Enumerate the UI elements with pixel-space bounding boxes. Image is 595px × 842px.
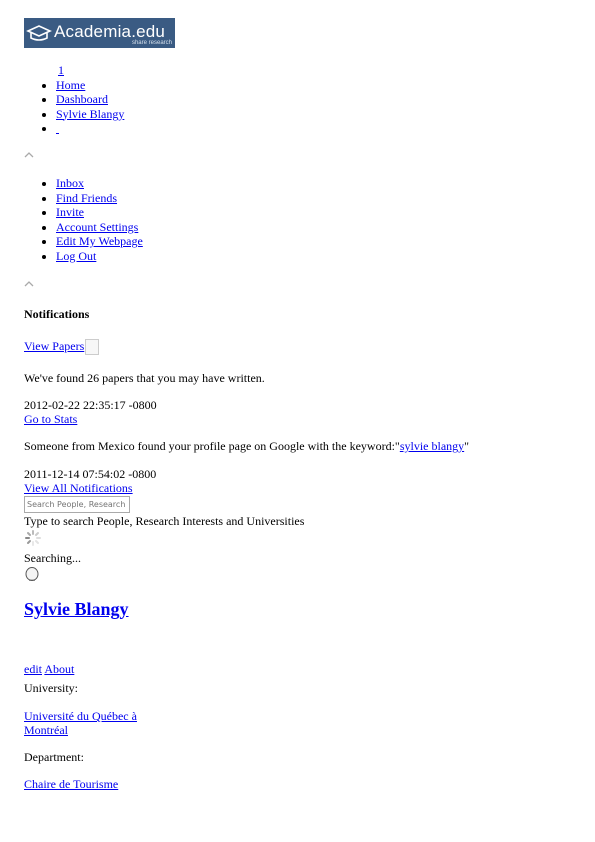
menu-item-edit-webpage xyxy=(56,234,595,249)
inbox-link[interactable]: Inbox xyxy=(56,176,84,190)
menu-item-invite xyxy=(56,205,595,220)
google-notification-text: Someone from Mexico found your profile page on Google with the keyword:" xyxy=(24,439,400,453)
nav-item-profile xyxy=(56,107,595,122)
nav-home-link[interactable]: Home xyxy=(56,77,86,92)
nav-item-dashboard xyxy=(56,92,595,107)
profile-name-link[interactable]: Sylvie Blangy xyxy=(24,599,129,619)
logout-link[interactable]: Log Out xyxy=(56,248,97,263)
nav-empty-link[interactable] xyxy=(56,121,59,135)
loading-spinner-icon xyxy=(24,529,42,551)
menu-item-inbox xyxy=(56,176,595,191)
keyword-link[interactable]: sylvie blangy xyxy=(399,439,465,453)
university-label: University: xyxy=(24,681,78,695)
account-menu xyxy=(0,176,595,263)
notifications-heading: Notifications xyxy=(24,307,90,321)
menu-item-find-friends xyxy=(56,191,595,206)
notification-count-badge[interactable]: 1 xyxy=(58,63,64,77)
edit-webpage-link[interactable]: Edit My Webpage xyxy=(56,234,143,248)
notification-timestamp: 2012-02-22 22:35:17 -0800 xyxy=(24,398,157,412)
university-link-line2[interactable]: Montréal xyxy=(24,723,68,737)
account-settings-link[interactable]: Account Settings xyxy=(56,219,139,234)
about-link[interactable]: About xyxy=(44,662,75,676)
caret-up-icon xyxy=(24,279,34,290)
paper-thumbnail-icon xyxy=(85,339,99,355)
logo-text: Academia.edu xyxy=(54,21,166,41)
go-to-stats-link[interactable]: Go to Stats xyxy=(24,412,78,426)
nav-profile-link[interactable]: Sylvie Blangy xyxy=(56,106,125,121)
nav-item-home xyxy=(56,78,595,93)
menu-item-account-settings xyxy=(56,220,595,235)
nav-item-empty xyxy=(56,121,595,136)
search-hint: Type to search People, Research Interests and Universities xyxy=(24,514,305,528)
notification-timestamp: 2011-12-14 07:54:02 -0800 xyxy=(24,467,157,481)
university-link-line1[interactable]: Université du Québec à xyxy=(24,709,137,723)
searching-status: Searching... xyxy=(24,551,81,565)
department-link[interactable]: Chaire de Tourisme xyxy=(24,777,119,791)
profile-actions xyxy=(24,662,74,677)
logo-tagline: share research xyxy=(131,40,172,46)
department-label: Department: xyxy=(24,750,84,764)
academia-logo[interactable] xyxy=(24,18,175,48)
nav-dashboard-link[interactable]: Dashboard xyxy=(56,92,108,106)
menu-item-logout xyxy=(56,249,595,264)
view-all-notifications-link[interactable]: View All Notifications xyxy=(24,481,133,495)
google-notification-close-quote: " xyxy=(464,439,470,453)
search-submit-button[interactable] xyxy=(25,567,39,586)
papers-found-text: We've found 26 papers that you may have written. xyxy=(24,371,265,385)
invite-link[interactable]: Invite xyxy=(56,205,84,219)
search-input[interactable] xyxy=(24,496,130,513)
view-papers-row xyxy=(24,339,99,355)
view-papers-link[interactable]: View Papers xyxy=(24,339,85,353)
edit-link[interactable]: edit xyxy=(24,662,42,676)
find-friends-link[interactable]: Find Friends xyxy=(56,190,118,205)
caret-up-icon xyxy=(24,150,34,161)
google-notification xyxy=(24,439,469,454)
top-nav xyxy=(0,63,595,136)
academia-logo-icon xyxy=(24,18,54,48)
